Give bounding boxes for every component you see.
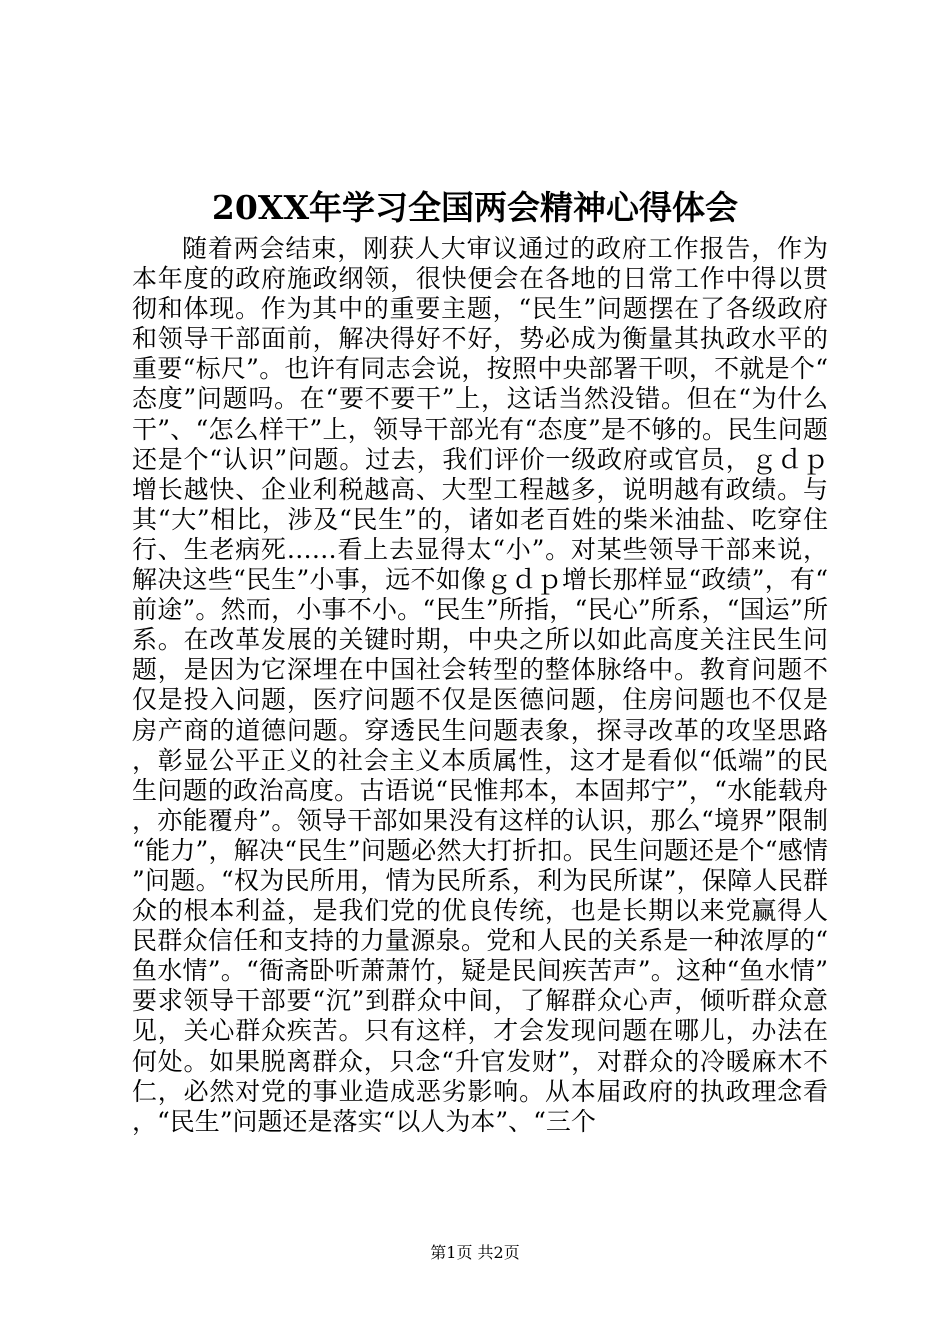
document-title: 20XX年学习全国两会精神心得体会 bbox=[211, 188, 739, 227]
body-paragraph: 随着两会结束，刚获人大审议通过的政府工作报告，作为本年度的政府施政纲领，很快便会在各地的日常工作中得以贯彻和体现。作为其中的重要主题，“民生”问题摆在了各级政府和领导干部面前，解决得好不好，势必成为衡量其执政水平的重要“标尺”。也许有同志会说，按照中央部署干呗，不就是个“态度”问题吗。在“要不要干”上，这话当然没错。但在“为什么干”、“怎么样干”上，领导干部光有“态度”是不够的。民生问题还是个“认识”问题。过去，我们评价一级政府或官员，ｇｄｐ增长越快、企业利税越高、大型工程越多，说明越有政绩。与其“大”相比，涉及“民生”的，诸如老百姓的柴米油盐、吃穿住行、生老病死……看上去显得太“小”。对某些领导干部来说，解决这些“民生”小事，远不如像ｇｄｐ增长那样显“政绩”，有“前途”。然而，小事不小。“民生”所指，“民心”所系，“国运”所系。在改革发展的关键时期，中央之所以如此高度关注民生问题，是因为它深埋在中国社会转型的整体脉络中。教育问题不仅是投入问题，医疗问题不仅是医德问题，住房问题也不仅是房产商的道德问题。穿透民生问题表象，探寻改革的攻坚思路，彰显公平正义的社会主义本质属性，这才是看似“低端”的民生问题的政治高度。古语说“民惟邦本，本固邦宁”，“水能载舟，亦能覆舟”。领导干部如果没有这样的认识，那么“境界”限制“能力”，解决“民生”问题必然大打折扣。民生问题还是个“感情”问题。“权为民所用，情为民所系，利为民所谋”，保障人民群众的根本利益，是我们党的优良传统，也是长期以来党赢得人民群众信任和支持的力量源泉。党和人民的关系是一种浓厚的“鱼水情”。“衙斋卧听萧萧竹，疑是民间疾苦声”。这种“鱼水情”要求领导干部要“沉”到群众中间，了解群众心声，倾听群众意见，关心群众疾苦。只有这样，才会发现问题在哪儿，办法在何处。如果脱离群众，只念“升官发财”，对群众的冷暖麻木不仁，必然对党的事业造成恶劣影响。从本届政府的执政理念看，“民生”问题还是落实“以人为本”、“三个 bbox=[132, 234, 828, 1136]
page-number-footer: 第1页 共2页 bbox=[430, 1243, 520, 1262]
